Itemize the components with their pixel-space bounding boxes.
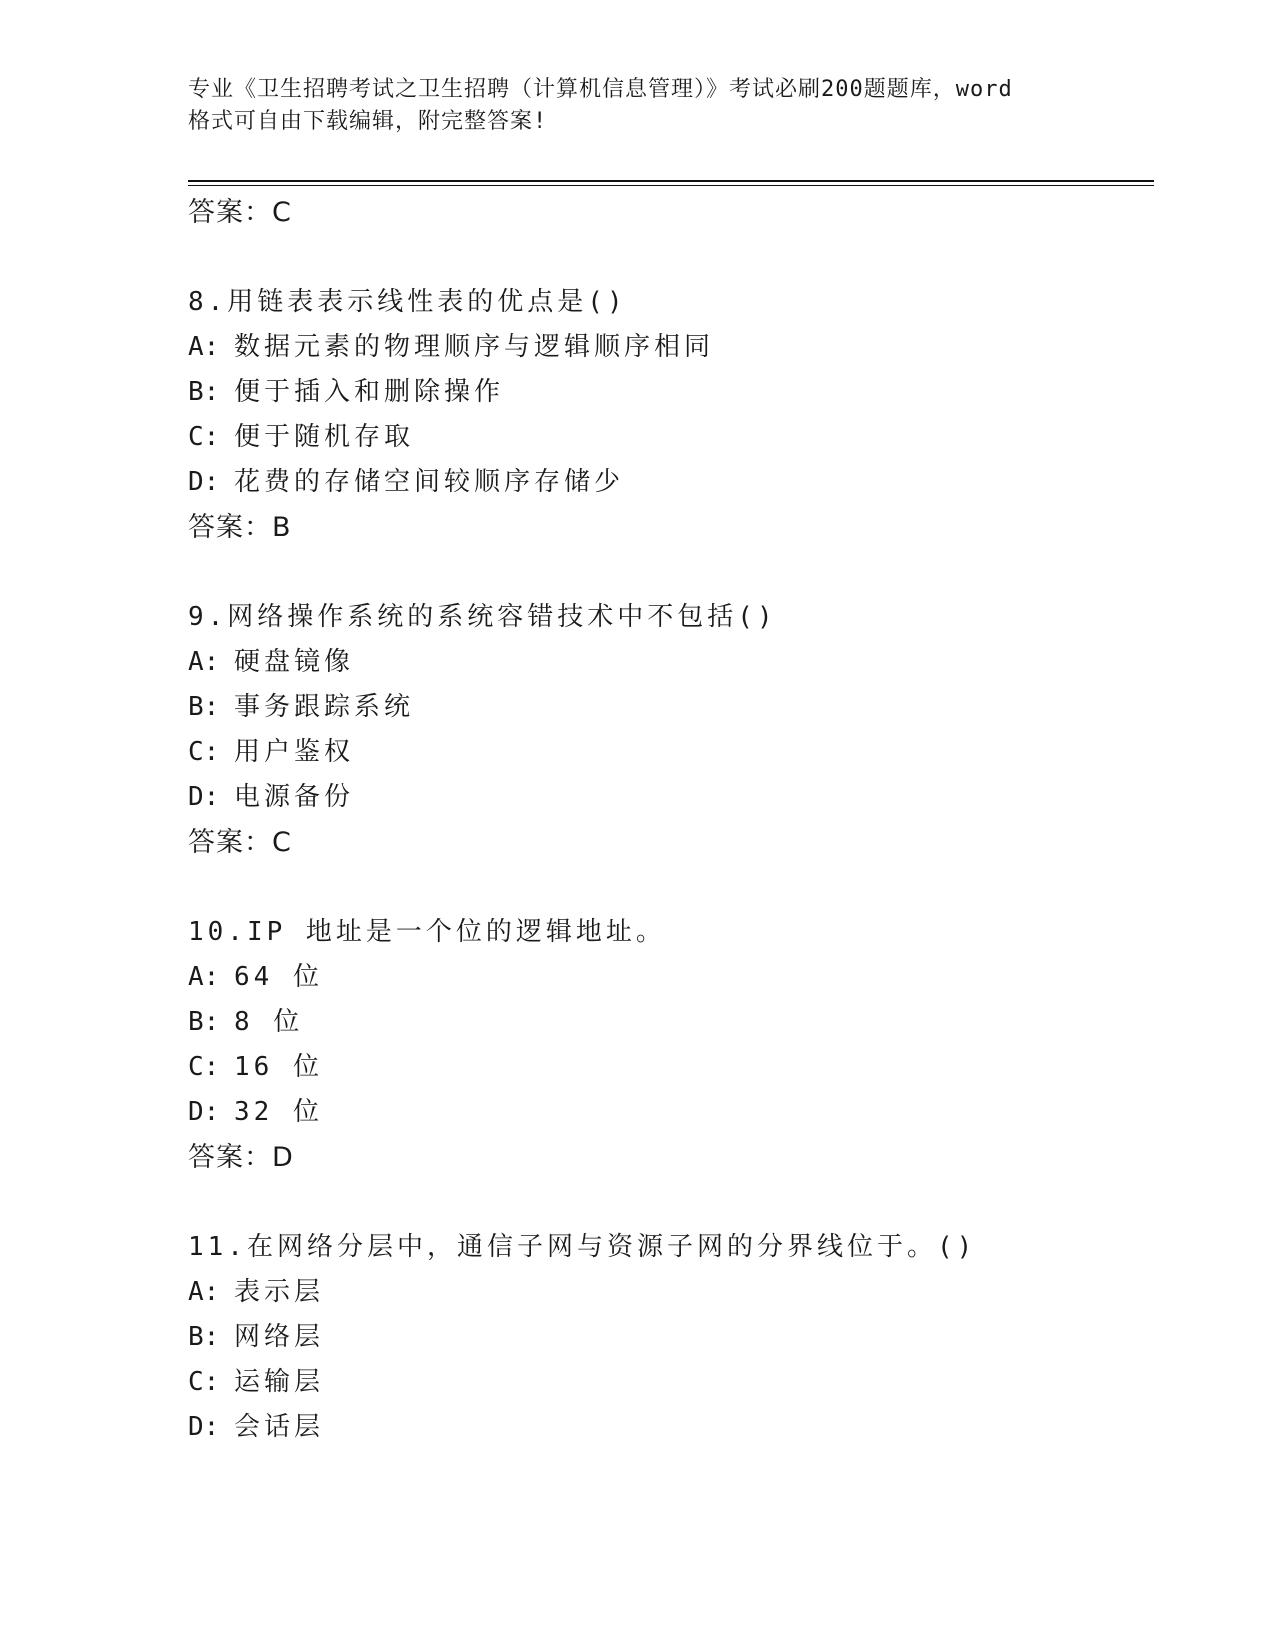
document-header (188, 74, 1088, 138)
answer-line: 答案：C (188, 197, 292, 228)
option-letter: D: (188, 1097, 220, 1127)
option-letter: D: (188, 467, 220, 497)
option-c (188, 415, 1148, 460)
option-d (188, 775, 1148, 820)
option-a (188, 325, 1148, 370)
question-8 (188, 280, 1148, 550)
option-text: 8 位 (234, 1007, 304, 1037)
option-letter: B: (188, 1322, 220, 1352)
option-text: 32 位 (234, 1097, 323, 1127)
question-text: 10.IP 地址是一个位的逻辑地址。 (188, 917, 666, 947)
option-a (188, 955, 1148, 1000)
question-11 (188, 1225, 1148, 1450)
answer-line: 答案：B (188, 512, 292, 543)
option-a (188, 640, 1148, 685)
option-text: 花费的存储空间较顺序存储少 (234, 467, 625, 497)
option-text: 表示层 (234, 1277, 325, 1307)
option-letter: A: (188, 962, 220, 992)
option-a (188, 1270, 1148, 1315)
option-text: 数据元素的物理顺序与逻辑顺序相同 (234, 332, 715, 362)
question-10 (188, 910, 1148, 1180)
option-text: 会话层 (234, 1412, 325, 1442)
answer-line: 答案：D (188, 1142, 294, 1173)
option-text: 便于随机存取 (234, 422, 415, 452)
option-letter: D: (188, 1412, 220, 1442)
option-b (188, 370, 1148, 415)
option-text: 运输层 (234, 1367, 325, 1397)
header-divider (188, 180, 1154, 182)
option-text: 便于插入和删除操作 (234, 377, 505, 407)
option-b (188, 685, 1148, 730)
question-9 (188, 595, 1148, 865)
option-letter: A: (188, 647, 220, 677)
option-d (188, 460, 1148, 505)
option-letter: C: (188, 1367, 220, 1397)
option-letter: C: (188, 422, 220, 452)
option-letter: A: (188, 332, 220, 362)
question-text: 8.用链表表示线性表的优点是() (188, 287, 627, 317)
option-text: 用户鉴权 (234, 737, 355, 767)
header-line-2: 格式可自由下载编辑，附完整答案! (188, 109, 548, 134)
option-text: 64 位 (234, 962, 323, 992)
option-letter: D: (188, 782, 220, 812)
option-c (188, 730, 1148, 775)
option-text: 网络层 (234, 1322, 325, 1352)
question-text: 11.在网络分层中，通信子网与资源子网的分界线位于。() (188, 1232, 977, 1262)
option-c (188, 1045, 1148, 1090)
option-c (188, 1360, 1148, 1405)
option-letter: C: (188, 737, 220, 767)
question-list (188, 190, 1148, 1495)
question-text: 9.网络操作系统的系统容错技术中不包括() (188, 602, 777, 632)
option-letter: A: (188, 1277, 220, 1307)
option-letter: B: (188, 692, 220, 722)
option-text: 事务跟踪系统 (234, 692, 415, 722)
option-text: 硬盘镜像 (234, 647, 355, 677)
option-letter: B: (188, 1007, 220, 1037)
option-d (188, 1405, 1148, 1450)
option-letter: B: (188, 377, 220, 407)
header-line-1: 专业《卫生招聘考试之卫生招聘（计算机信息管理）》考试必刷200题题库，word (188, 77, 1013, 102)
option-d (188, 1090, 1148, 1135)
option-b (188, 1000, 1148, 1045)
option-letter: C: (188, 1052, 220, 1082)
answer-line: 答案：C (188, 827, 292, 858)
option-text: 电源备份 (234, 782, 355, 812)
option-text: 16 位 (234, 1052, 323, 1082)
option-b (188, 1315, 1148, 1360)
header-divider-thin (188, 185, 1154, 186)
